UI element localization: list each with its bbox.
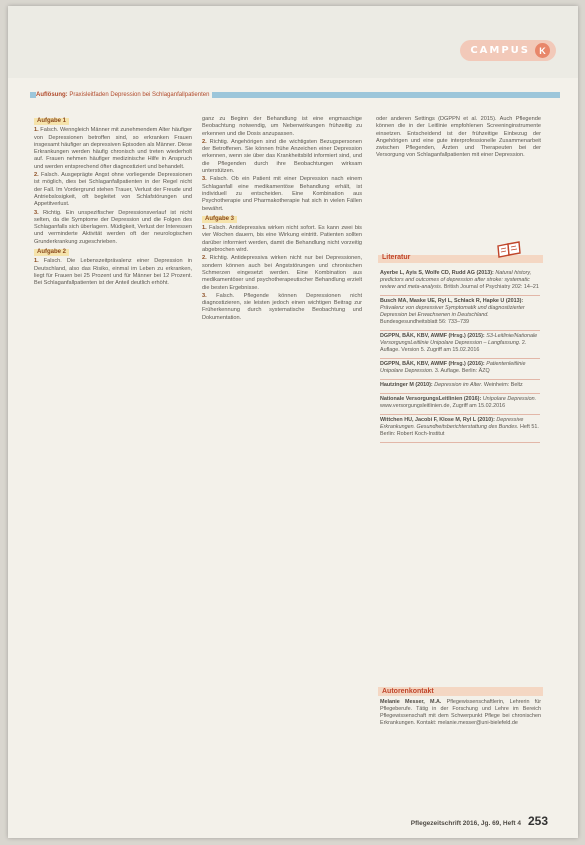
literature-source: British Journal of Psychiatry 202: 14–21 (443, 284, 539, 290)
column-3 (376, 116, 541, 161)
literature-entry (380, 359, 540, 380)
literature-source: Bundesgesundheitsblatt 56: 733–739 (380, 319, 470, 325)
author-description: Pflegewissenschaftlerin, Lehrerin für Pflegeberufe. Tätig in der Forschung und Lehre im Bereich Pflegewissenschaft mit dem Schwerpunkt Pflege bei chronischen Erkrankungen. Kontakt: melanie.messer@uni-bielefeld.de (380, 699, 541, 726)
answer-text: Falsch. Die Lebenszeitprävalenz einer Depression in Deutschland, also das Risiko, einmal im Leben zu erkranken, liegt für Frauen bei 25 Prozent und für Männer bei 12 Prozent. Bei Schlaganfallpatienten ist der Anteil deutlich erhöht. (34, 258, 192, 287)
answer-item (34, 127, 192, 171)
literature-work-title: Depressive Erkrankungen. Gesundheitsberichterstattung des Bundes. (380, 417, 524, 430)
literature-source: 2. Auflage. Version 5. Zugriff am 15.02.2016 (380, 340, 527, 353)
literature-entry (380, 415, 540, 443)
column-1 (34, 116, 192, 289)
task-heading: Aufgabe 3 (202, 216, 237, 223)
campus-label: CAMPUS (470, 45, 530, 56)
section-label-bold: Auflösung: (36, 92, 68, 98)
literature-author: Busch MA, Maske UE, Ryl L, Schlack R, Hapke U (2013): (380, 298, 524, 304)
answer-text: Falsch. Antidepressiva wirken nicht sofort. Es kann zwei bis vier Wochen dauern, bis eine Wirkung eintritt. Patienten sollten darüber informiert werden, damit die Behandlung nicht vorzeitig abgebrochen wird. (202, 225, 362, 254)
literature-author: Ayerbe L, Ayis S, Wolfe CD, Rudd AG (2013): (380, 270, 494, 276)
literature-author: Hautzinger M (2010): (380, 382, 433, 388)
answer-item (34, 210, 192, 246)
literature-work-title: Unipolare Depression. (482, 396, 537, 402)
answer-item (202, 225, 362, 254)
task-heading: Aufgabe 2 (34, 249, 69, 256)
literature-header (378, 241, 543, 265)
literature-author: Wittchen HU, Jacobi F, Klose M, Ryl L (2010): (380, 417, 495, 423)
answer-text: Falsch. Ausgeprägte Angst ohne vorliegende Depressionen ist möglich, dies bei Schlaganfallpatienten in der Regel nicht der Fall. Im Vordergrund stehen Trauer, Verlust der Freude und Antriebslosigkeit, oft begleitet von Schlafstörungen und Appetitverlust. (34, 172, 192, 208)
answer-item (202, 139, 362, 175)
campus-badge (460, 40, 556, 61)
literature-source: Weinheim: Beltz (483, 382, 523, 388)
column-2 (202, 116, 362, 323)
literature-source: Heft 51. Berlin: Robert Koch-Institut (380, 424, 539, 437)
answer-text: Falsch. Ob ein Patient mit einer Depression nach einem Schlaganfall eine medikamentöse Behandlung erhält, ist individuell zu entscheiden. Eine Kombination aus Psychotherapie und Pharmakotherapie hat sich in vielen Fällen bewährt. (202, 176, 363, 212)
answer-item (202, 293, 362, 322)
author-text (378, 696, 543, 730)
task-heading: Aufgabe 1 (34, 118, 69, 125)
answer-number: 1. (34, 127, 39, 134)
answer-number: 2. (34, 172, 39, 179)
answer-number: 1. (202, 225, 207, 232)
literature-work-title: Prävalenz von depressiver Symptomatik und diagnostizierter Depression bei Erwachsenen in Deutschland. (380, 305, 525, 318)
author-name: Melanie Messer, M.A. (380, 699, 442, 705)
literature-work-title: Natural history, predictors and outcomes of depression after stroke: systematic review and meta-analysis. (380, 270, 532, 290)
literature-entry (380, 268, 540, 296)
answer-item (34, 258, 192, 287)
section-label-rest: Praxisleitfaden Depression bei Schlaganfallpatienten (67, 92, 210, 98)
page-number: 253 (527, 814, 548, 828)
campus-k-icon: K (535, 43, 550, 58)
page (8, 6, 578, 838)
answer-number: 3. (202, 176, 207, 183)
answer-text: Falsch. Pflegende können Depressionen nicht diagnostizieren, sie leisten jedoch einen wichtigen Beitrag zur Früherkennung durch systematische Beobachtung und Dokumentation. (202, 292, 362, 321)
literature-author: Nationale VersorgungsLeitlinien (2016): (380, 396, 482, 402)
answer-number: 3. (34, 209, 39, 216)
literature-work-title: Patientenleitlinie Unipolare Depression. (380, 361, 526, 374)
answer-number: 2. (202, 255, 207, 262)
literature-entry (380, 331, 540, 359)
page-footer (411, 814, 548, 828)
author-title: Autorenkontakt (378, 687, 543, 696)
section-label (36, 92, 212, 98)
continued-text: ganz zu Beginn der Behandlung ist eine engmaschige Beobachtung notwendig, um Nebenwirkungen frühzeitig zu erkennen und die Dosis anzupassen. (202, 116, 362, 137)
author-box (378, 687, 543, 730)
literature-title: Literatur (382, 254, 411, 261)
literature-entry (380, 380, 540, 394)
literature-list (380, 268, 540, 443)
literature-entry (380, 394, 540, 415)
literature-work-title: Depression im Alter. (434, 382, 483, 388)
literature-work-title: S3-Leitlinie/Nationale VersorgungsLeitlinie Unipolare Depression – Langfassung. (380, 333, 538, 346)
journal-citation: Pflegezeitschrift 2016, Jg. 69, Heft 4 (410, 820, 521, 827)
literature-author: DGPPN, BÄK, KBV, AWMF (Hrsg.) (2015): (380, 333, 485, 339)
answer-number: 3. (202, 292, 207, 299)
answer-text: Richtig. Ein unspezifischer Depressionsverlauf ist nicht selten, da die Symptome der Depression und die Folgen des Schlaganfalls sich überlagern. Müdigkeit, Verlust der Interessen und verminderte Aktivität werden oft der neurologischen Grunderkrankung zugeschrieben. (34, 209, 192, 245)
answer-number: 2. (202, 138, 207, 145)
continued-text: oder anderen Settings (DGPPN et al. 2015). Auch Pflegende können die in der Leitlinie empfohlenen Screeninginstrumente einsetzen. Entscheidend ist der frühzeitige Einbezug der Angehörigen und eine gute interprofessionelle Zusammenarbeit zwischen Pflegenden, Ärzten und Therapeuten bei der Versorgung von Schlaganfallpatienten mit einer Depression. (376, 116, 541, 159)
literature-source: www.versorgungsleitlinien.de, Zugriff am 15.02.2016 (380, 403, 506, 409)
answer-text: Falsch. Wenngleich Männer mit zunehmendem Alter häufiger von Depressionen betroffen sind, so erkranken Frauen insgesamt häufiger an depressiven Episoden als Männer. Diese Erkrankungen werden häufig chronisch und treten wiederholt auf. Frauen nehmen häufiger medizinische Hilfe in Anspruch und werden entsprechend öfter diagnostiziert und behandelt. (34, 127, 192, 170)
answer-item (202, 255, 362, 291)
answer-text: Richtig. Angehörigen sind die wichtigsten Bezugspersonen der Betroffenen. Sie können frühe Anzeichen einer Depression erkennen, wenn sie über das Krankheitsbild informiert sind, und die Pflegenden durch ihre Beobachtungen wirksam unterstützen. (202, 138, 362, 175)
literature-entry (380, 296, 540, 331)
answer-item (202, 176, 362, 212)
literature-author: DGPPN, BÄK, KBV, AWMF (Hrsg.) (2016): (380, 361, 485, 367)
answer-item (34, 172, 192, 208)
answer-text: Richtig. Antidepressiva wirken nicht nur bei Depressionen, sondern können auch bei Angststörungen und chronischen Schmerzen eingesetzt werden. Eine Kombination aus medikamentöser und psychotherapeutischer Behandlung erzielt die besten Ergebnisse. (202, 255, 362, 291)
answer-number: 1. (34, 258, 39, 265)
open-book-icon (496, 241, 522, 259)
literature-source: 3. Auflage. Berlin: ÄZQ (434, 368, 490, 374)
